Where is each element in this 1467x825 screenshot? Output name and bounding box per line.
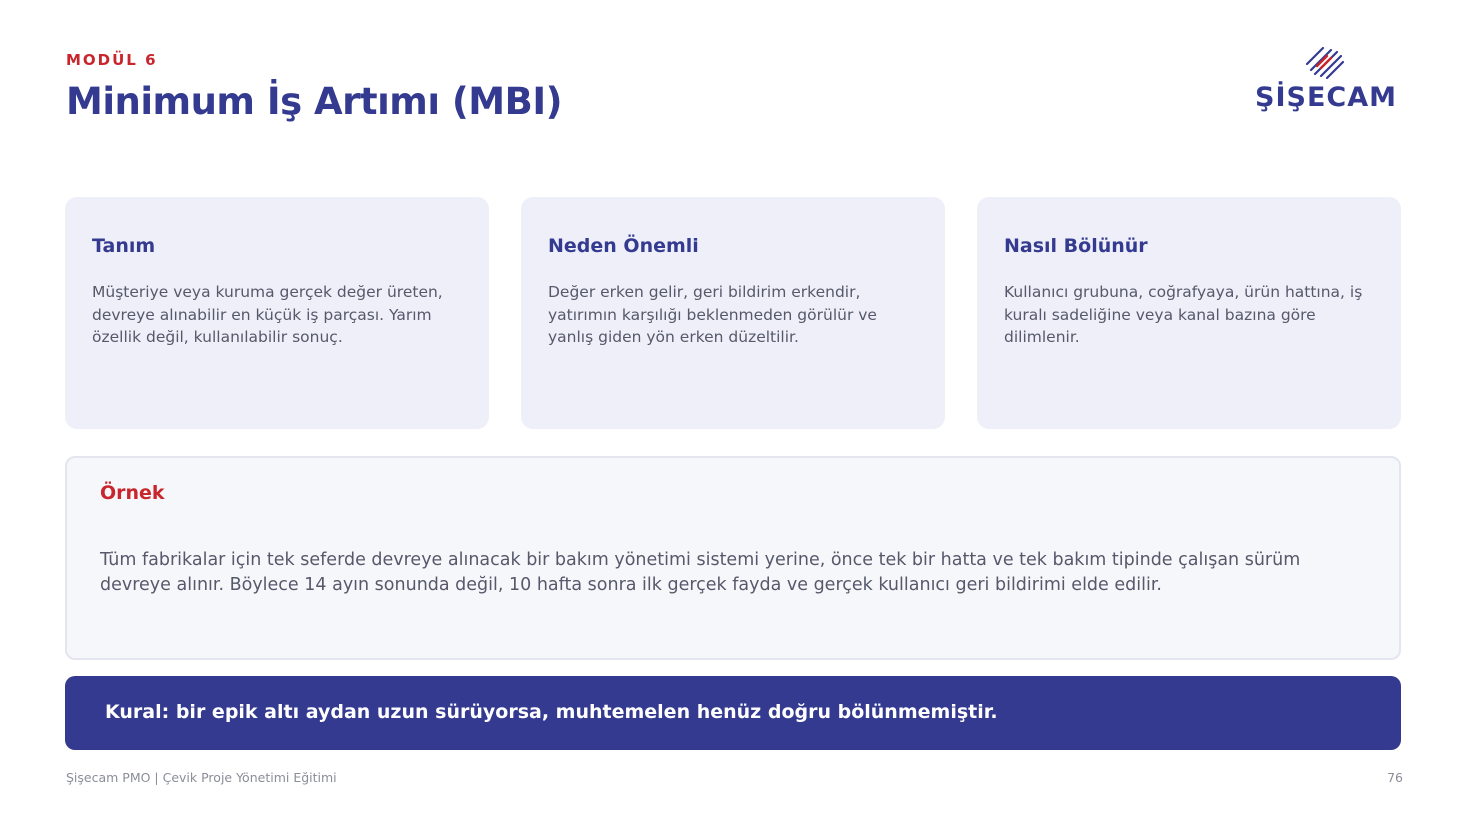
logo-mark-icon — [1255, 44, 1405, 84]
module-label: MODÜL 6 — [66, 51, 158, 69]
card-definition — [65, 197, 489, 429]
card-title: Nasıl Bölünür — [1004, 235, 1148, 257]
card-splitting — [977, 197, 1401, 429]
footer-text: Şişecam PMO | Çevik Proje Yönetimi Eğitimi — [66, 770, 337, 785]
card-body: Değer erken gelir, geri bildirim erkendir, yatırımın karşılığı beklenmeden görülür ve yanlış giden yön erken düzeltilir. — [548, 283, 877, 346]
rule-text: Kural: bir epik altı aydan uzun sürüyorsa, muhtemelen henüz doğru bölünmemiştir. — [105, 701, 998, 723]
card-title: Neden Önemli — [548, 235, 699, 257]
page-title: Minimum İş Artımı (MBI) — [66, 80, 563, 123]
logo-text: ŞİŞECAM — [1255, 82, 1397, 113]
rule-banner — [65, 676, 1401, 750]
card-importance — [521, 197, 945, 429]
example-body: Tüm fabrikalar için tek seferde devreye alınacak bir bakım yönetimi sistemi yerine, önce tek bir hatta ve tek bakım tipinde çalışan sürüm devreye alınır. Böylece 14 ayın sonunda değil, 10 hafta sonra ilk gerçek fayda ve gerçek kullanıcı geri bildirimi elde edilir. — [100, 550, 1301, 595]
card-body: Müşteriye veya kuruma gerçek değer üreten, devreye alınabilir en küçük iş parçası. Yarım özellik değil, kullanılabilir sonuç. — [92, 283, 443, 346]
card-title: Tanım — [92, 235, 156, 257]
example-title: Örnek — [100, 482, 165, 504]
example-box — [65, 456, 1401, 660]
card-body: Kullanıcı grubuna, coğrafyaya, ürün hattına, iş kuralı sadeliğine veya kanal bazına göre dilimlenir. — [1004, 283, 1363, 346]
page-number: 76 — [1387, 770, 1403, 785]
sisecam-logo — [1255, 44, 1405, 114]
